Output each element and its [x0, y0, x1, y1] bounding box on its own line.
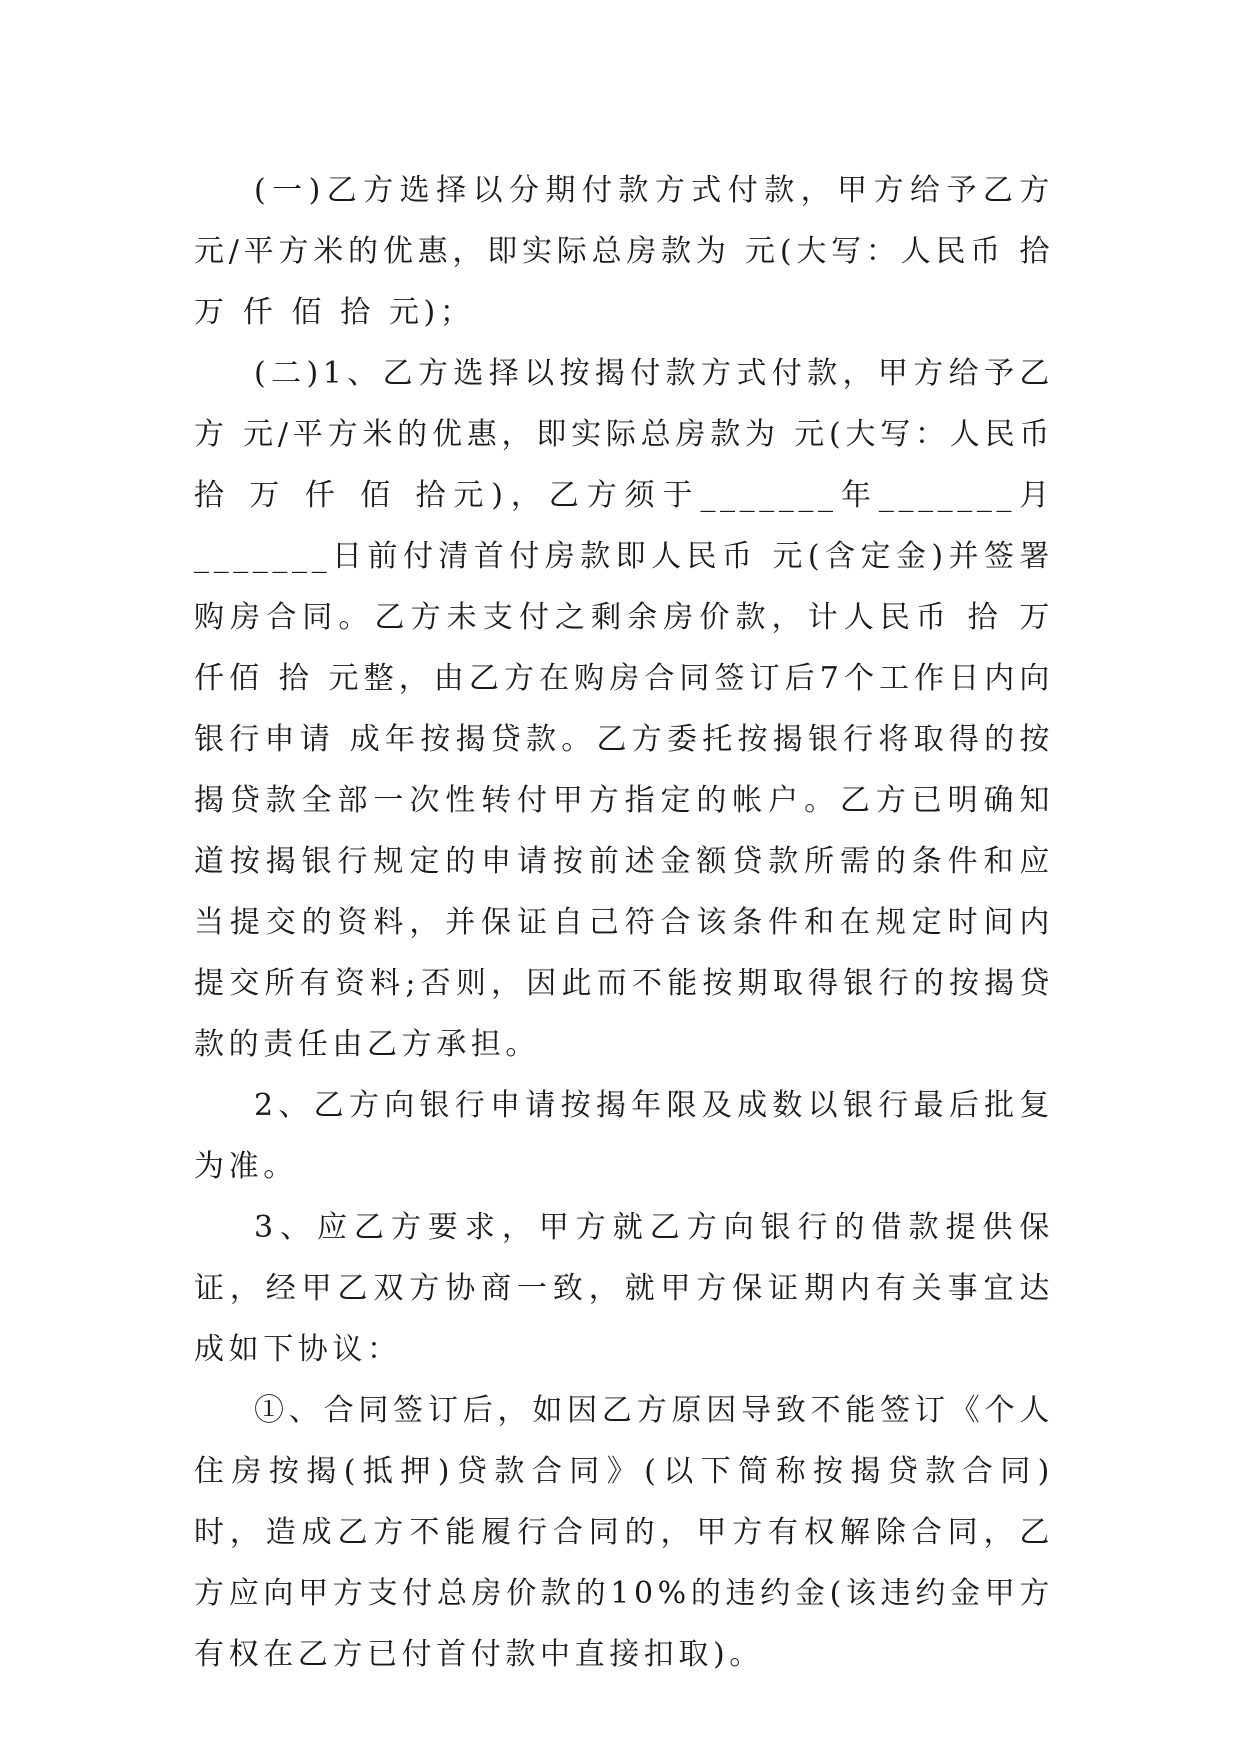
paragraph-clause-1: ①、合同签订后，如因乙方原因导致不能签订《个人住房按揭(抵押)贷款合同》(以下简称按揭贷款合同)时，造成乙方不能履行合同的，甲方有权解除合同，乙方应向甲方支付总房价款的10%的违约金(该违约金甲方有权在乙方已付首付款中直接扣取)。 [194, 1393, 1054, 1672]
paragraph-mortgage-payment: (二)1、乙方选择以按揭付款方式付款，甲方给予乙方 元/平方米的优惠，即实际总房款为 元(大写：人民币 拾 万 仟 佰 拾元)，乙方须于_______年_______月_______日前付清首付房款即人民币 元(含定金)并签署购房合同。乙方未支付之剩余房价款，计人民币 拾 万 仟佰 拾 元整，由乙方在购房合同签订后7个工作日内向银行申请 成年按揭贷款。乙方委托按揭银行将取得的按揭贷款全部一次性转付甲方指定的帐户。乙方已明确知道按揭银行规定的申请按前述金额贷款所需的条件和应当提交的资料，并保证自己符合该条件和在规定时间内提交所有资料;否则，因此而不能按期取得银行的按揭贷款的责任由乙方承担。 [194, 356, 1054, 1062]
paragraph-installment-payment: (一)乙方选择以分期付款方式付款，甲方给予乙方 元/平方米的优惠，即实际总房款为 元(大写：人民币 拾 万 仟 佰 拾 元)； [194, 173, 1054, 330]
paragraph-mortgage-term: 2、乙方向银行申请按揭年限及成数以银行最后批复为准。 [194, 1088, 1054, 1184]
paragraph-guarantee: 3、应乙方要求，甲方就乙方向银行的借款提供保证，经甲乙双方协商一致，就甲方保证期内有关事宜达成如下协议： [194, 1210, 1054, 1367]
document-body [194, 160, 1054, 1685]
